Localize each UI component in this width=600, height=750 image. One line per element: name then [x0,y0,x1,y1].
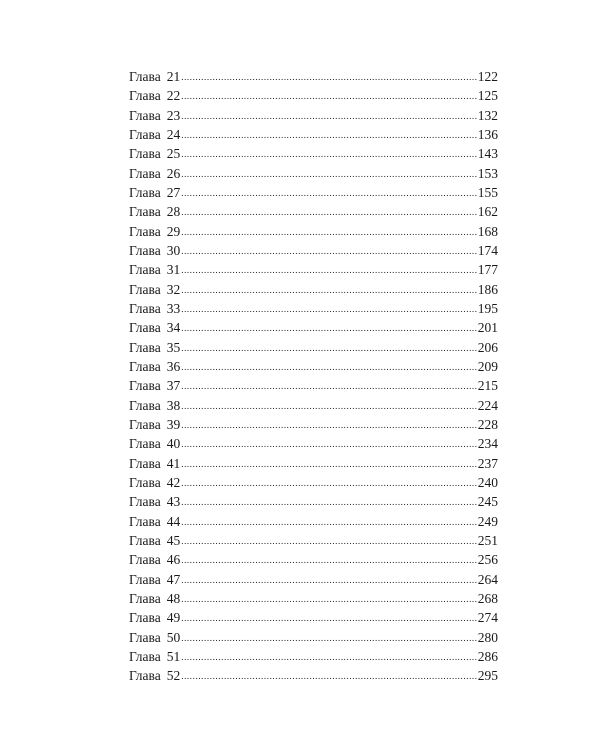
chapter-number: 49 [166,610,181,626]
chapter-label: Глава [129,204,161,220]
page-number: 155 [477,184,498,200]
dot-leader [181,300,477,319]
page-number: 240 [477,474,498,490]
chapter-number: 35 [166,339,181,355]
page-number: 256 [477,552,498,568]
chapter-label: Глава [129,474,161,490]
chapter-label: Глава [129,378,161,394]
chapter-label: Глава [129,571,161,587]
dot-leader [181,416,477,435]
chapter-number: 48 [166,590,181,606]
dot-leader [181,435,477,454]
toc-entry [129,666,498,685]
page-number: 280 [477,629,498,645]
chapter-number: 47 [166,571,181,587]
page-number: 274 [477,610,498,626]
page-number: 132 [477,107,498,123]
dot-leader [181,319,477,338]
toc-entry [129,67,498,86]
page-number: 168 [477,223,498,239]
toc-entry [129,396,498,415]
chapter-number: 26 [166,165,181,181]
page-number: 201 [477,320,498,336]
dot-leader [181,532,477,551]
page-number: 234 [477,436,498,452]
toc-entry [129,164,498,183]
toc-entry [129,280,498,299]
chapter-label: Глава [129,668,161,684]
chapter-label: Глава [129,262,161,278]
dot-leader [181,513,477,532]
chapter-label: Глава [129,88,161,104]
chapter-number: 24 [166,126,181,142]
toc-entry [129,608,498,627]
chapter-number: 39 [166,416,181,432]
page-number: 143 [477,146,498,162]
page-number: 122 [477,69,498,84]
toc-entry [129,589,498,608]
dot-leader [181,571,477,590]
page-number: 195 [477,300,498,316]
dot-leader [181,242,477,261]
chapter-number: 29 [166,223,181,239]
page-number: 174 [477,242,498,258]
toc-entry [129,376,498,395]
toc-entry [129,241,498,260]
page-number: 186 [477,281,498,297]
chapter-label: Глава [129,184,161,200]
dot-leader [181,474,477,493]
toc-entry [129,570,498,589]
chapter-label: Глава [129,436,161,452]
chapter-label: Глава [129,242,161,258]
toc-entry [129,550,498,569]
chapter-number: 44 [166,513,181,529]
chapter-number: 34 [166,320,181,336]
chapter-label: Глава [129,126,161,142]
toc-entry [129,318,498,337]
page-number: 209 [477,358,498,374]
dot-leader [181,68,477,87]
dot-leader [181,609,477,628]
chapter-number: 30 [166,242,181,258]
chapter-label: Глава [129,339,161,355]
page-number: 125 [477,88,498,104]
table-of-contents [129,67,498,686]
toc-entry [129,492,498,511]
page-number: 162 [477,204,498,220]
chapter-label: Глава [129,590,161,606]
dot-leader [181,551,477,570]
chapter-label: Глава [129,320,161,336]
dot-leader [181,629,477,648]
toc-entry [129,531,498,550]
page-number: 136 [477,126,498,142]
chapter-label: Глава [129,629,161,645]
chapter-number: 51 [166,648,181,664]
dot-leader [181,223,477,242]
toc-entry [129,106,498,125]
chapter-number: 43 [166,494,181,510]
chapter-label: Глава [129,300,161,316]
dot-leader [181,87,477,106]
page-number: 295 [477,668,498,684]
page-number: 224 [477,397,498,413]
toc-entry [129,357,498,376]
dot-leader [181,126,477,145]
dot-leader [181,184,477,203]
dot-leader [181,145,477,164]
dot-leader [181,261,477,280]
chapter-label: Глава [129,610,161,626]
page-number: 215 [477,378,498,394]
toc-entry [129,512,498,531]
dot-leader [181,455,477,474]
toc-entry [129,628,498,647]
chapter-label: Глава [129,69,161,84]
dot-leader [181,281,477,300]
page-number: 206 [477,339,498,355]
page-number: 177 [477,262,498,278]
dot-leader [181,165,477,184]
toc-entry [129,454,498,473]
dot-leader [181,358,477,377]
chapter-number: 42 [166,474,181,490]
dot-leader [181,339,477,358]
dot-leader [181,493,477,512]
page-number: 237 [477,455,498,471]
page-number: 228 [477,416,498,432]
toc-entry [129,144,498,163]
chapter-number: 33 [166,300,181,316]
chapter-label: Глава [129,397,161,413]
chapter-number: 22 [166,88,181,104]
chapter-number: 46 [166,552,181,568]
chapter-number: 28 [166,204,181,220]
chapter-number: 38 [166,397,181,413]
chapter-label: Глава [129,223,161,239]
chapter-number: 36 [166,358,181,374]
page-number: 264 [477,571,498,587]
toc-entry [129,338,498,357]
chapter-label: Глава [129,494,161,510]
chapter-number: 23 [166,107,181,123]
chapter-label: Глава [129,552,161,568]
toc-entry [129,299,498,318]
dot-leader [181,590,477,609]
toc-entry [129,183,498,202]
chapter-label: Глава [129,281,161,297]
page-number: 268 [477,590,498,606]
dot-leader [181,203,477,222]
chapter-label: Глава [129,146,161,162]
chapter-number: 25 [166,146,181,162]
page-number: 153 [477,165,498,181]
chapter-number: 50 [166,629,181,645]
chapter-label: Глава [129,416,161,432]
dot-leader [181,397,477,416]
chapter-label: Глава [129,107,161,123]
chapter-number: 41 [166,455,181,471]
dot-leader [181,648,477,667]
dot-leader [181,377,477,396]
chapter-label: Глава [129,532,161,548]
toc-entry [129,260,498,279]
chapter-number: 31 [166,262,181,278]
chapter-number: 52 [166,668,181,684]
chapter-number: 27 [166,184,181,200]
chapter-number: 21 [166,69,181,84]
page-number: 249 [477,513,498,529]
toc-entry [129,86,498,105]
chapter-number: 32 [166,281,181,297]
toc-entry [129,415,498,434]
dot-leader [181,107,477,126]
chapter-number: 40 [166,436,181,452]
chapter-label: Глава [129,648,161,664]
toc-entry [129,473,498,492]
toc-entry [129,647,498,666]
chapter-number: 45 [166,532,181,548]
chapter-number: 37 [166,378,181,394]
page-number: 286 [477,648,498,664]
toc-entry [129,125,498,144]
chapter-label: Глава [129,358,161,374]
page-number: 245 [477,494,498,510]
chapter-label: Глава [129,165,161,181]
toc-entry [129,222,498,241]
toc-entry [129,202,498,221]
page-number: 251 [477,532,498,548]
chapter-label: Глава [129,455,161,471]
chapter-label: Глава [129,513,161,529]
toc-entry [129,434,498,453]
dot-leader [181,667,477,686]
